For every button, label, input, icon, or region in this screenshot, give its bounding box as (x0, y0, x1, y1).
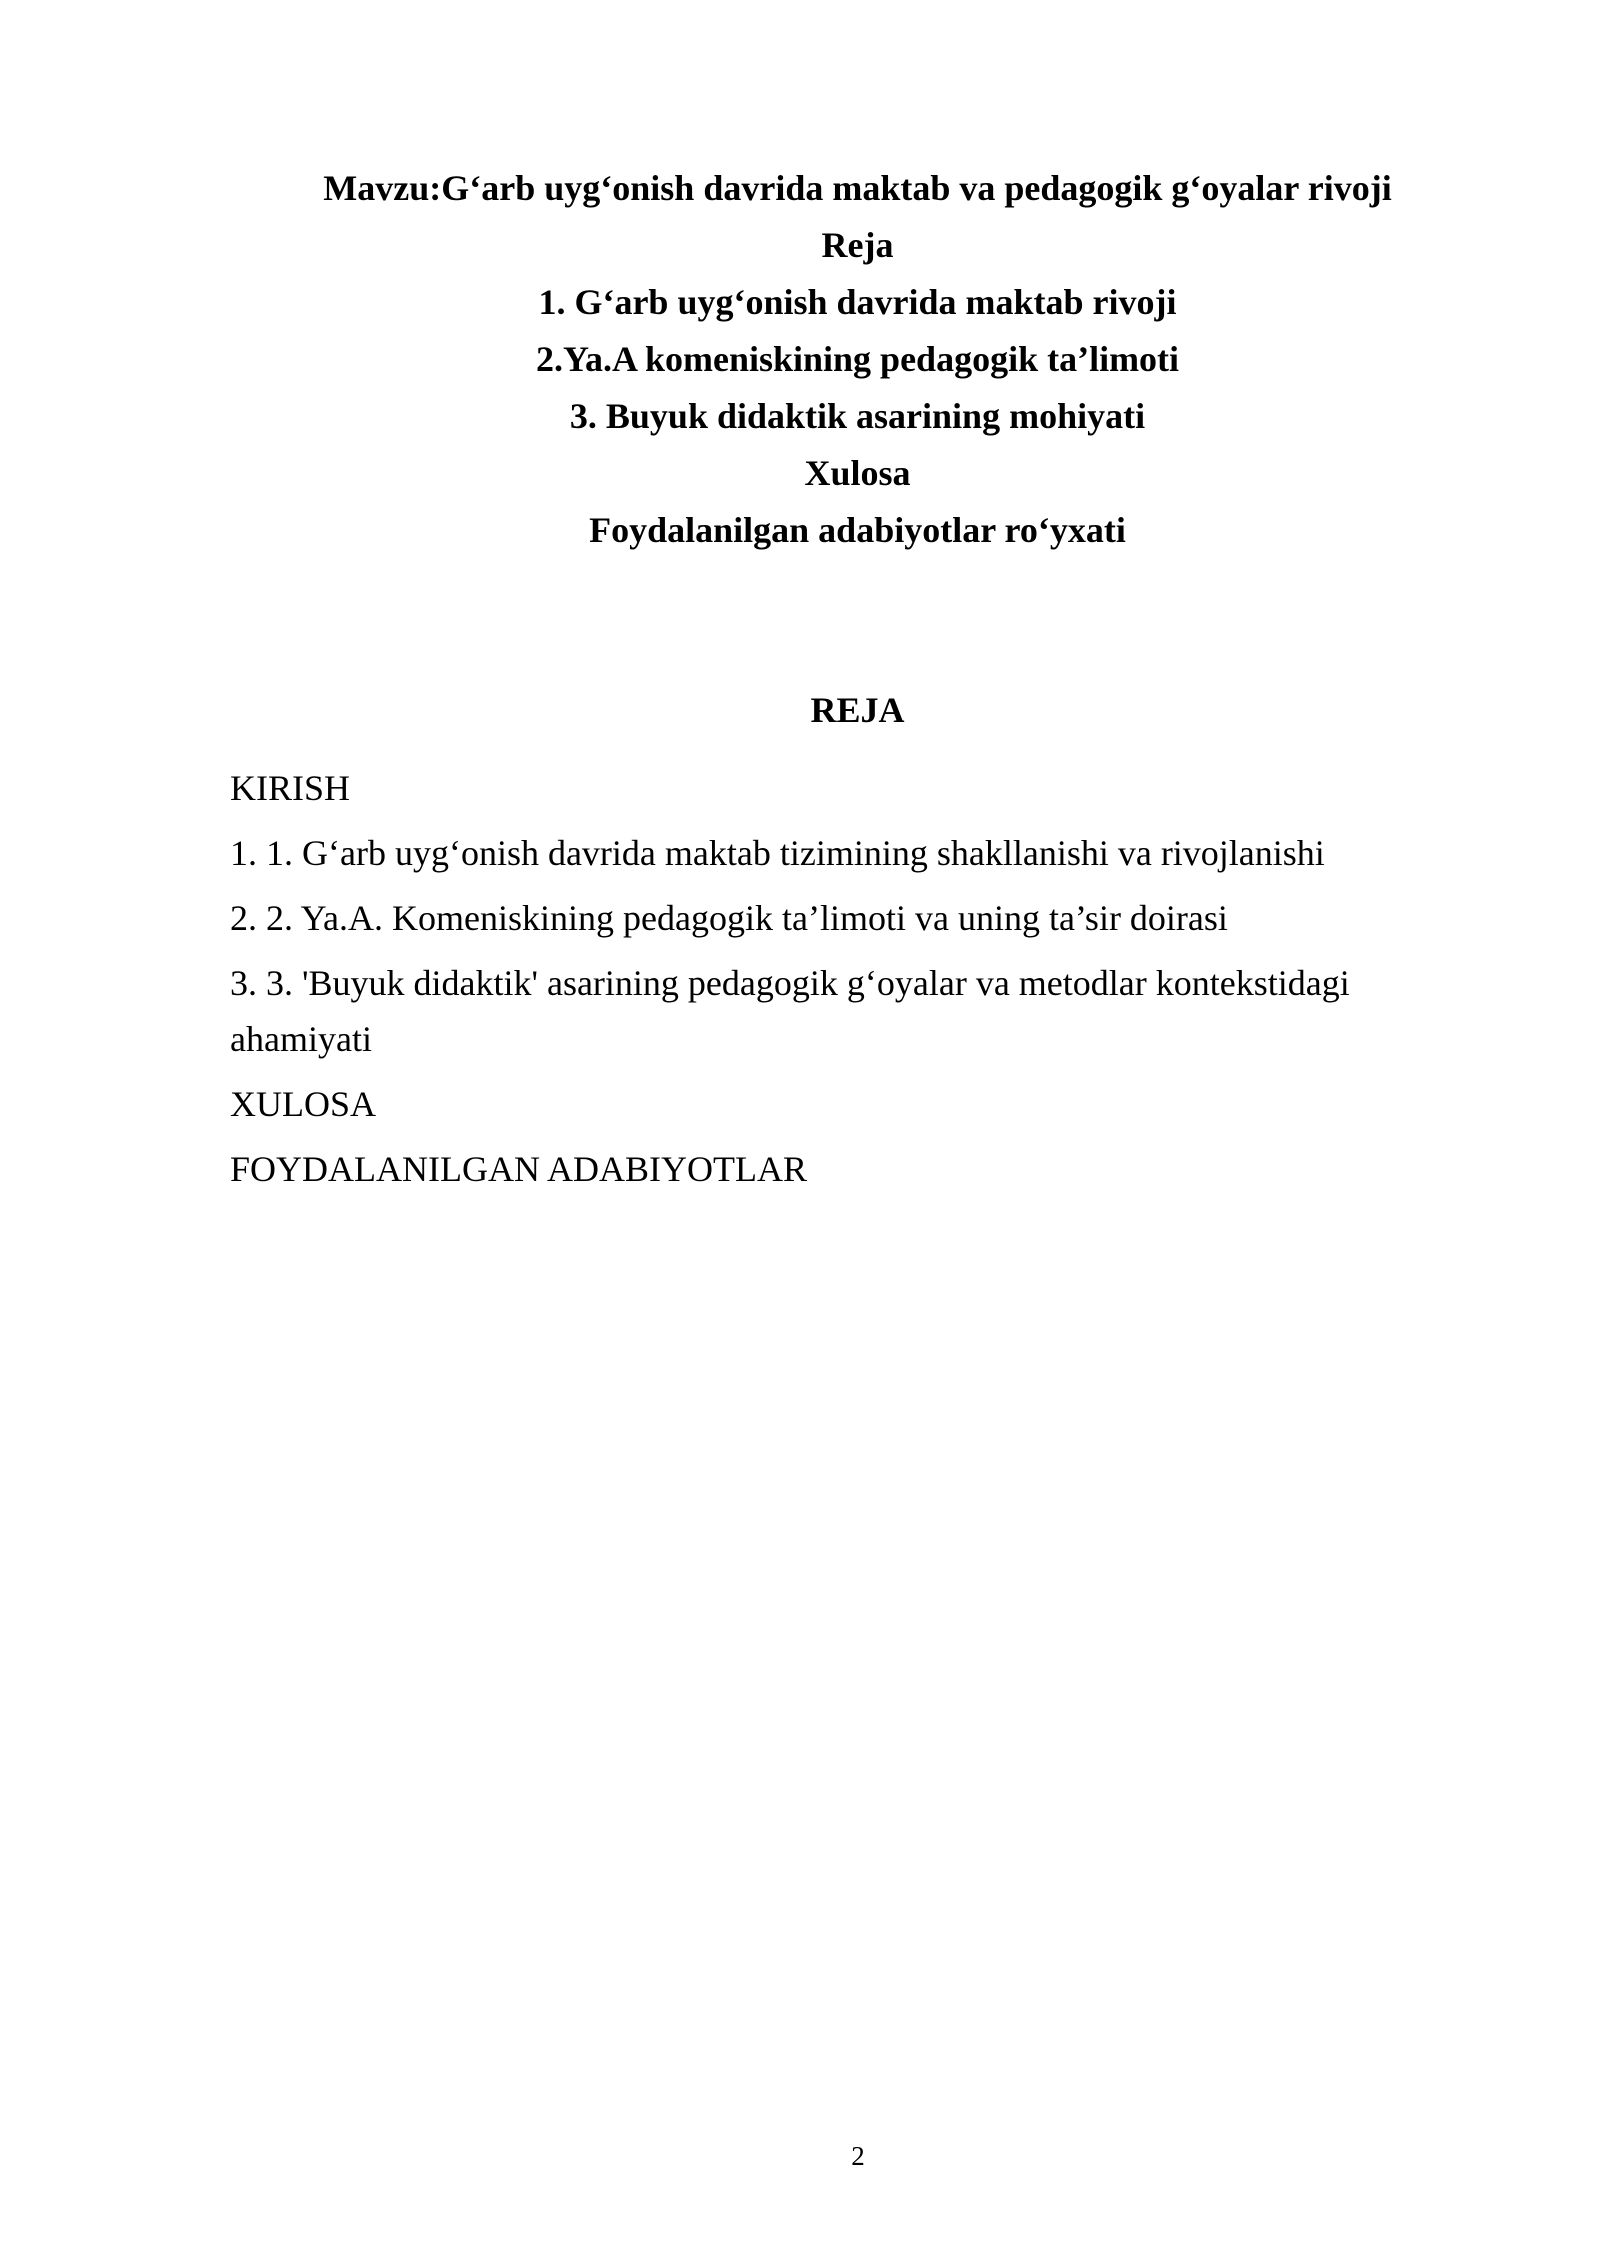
table-of-contents (230, 760, 1430, 1206)
plan-item-1: 1. G‘arb uyg‘onish davrida maktab rivoji (538, 282, 1177, 322)
contents-heading: REJA (810, 690, 905, 730)
topic-title: Mavzu:G‘arb uyg‘onish davrida maktab va pedagogik g‘oyalar rivoji (323, 168, 1392, 208)
toc-item-references: FOYDALANILGAN ADABIYOTLAR (230, 1149, 807, 1189)
page-number: 2 (851, 2141, 865, 2171)
plan-conclusion: Xulosa (804, 453, 911, 493)
toc-item-introduction: KIRISH (230, 768, 351, 808)
plan-item-2: 2.Ya.A komeniskining pedagogik ta’limoti (535, 339, 1180, 379)
toc-item-conclusion: XULOSA (230, 1084, 377, 1124)
plan-label: Reja (821, 225, 894, 265)
toc-item-3: 3. 3. 'Buyuk didaktik' asarining pedagogik g‘oyalar va metodlar kontekstidagi ahamiyati (230, 963, 1350, 1059)
toc-item-2: 2. 2. Ya.A. Komeniskining pedagogik ta’limoti va uning ta’sir doirasi (230, 898, 1228, 938)
plan-item-3: 3. Buyuk didaktik asarining mohiyati (569, 396, 1146, 436)
plan-references: Foydalanilgan adabiyotlar ro‘yxati (589, 510, 1126, 550)
toc-item-1: 1. 1. G‘arb uyg‘onish davrida maktab tizimining shakllanishi va rivojlanishi (230, 833, 1325, 873)
title-block (230, 160, 1485, 559)
